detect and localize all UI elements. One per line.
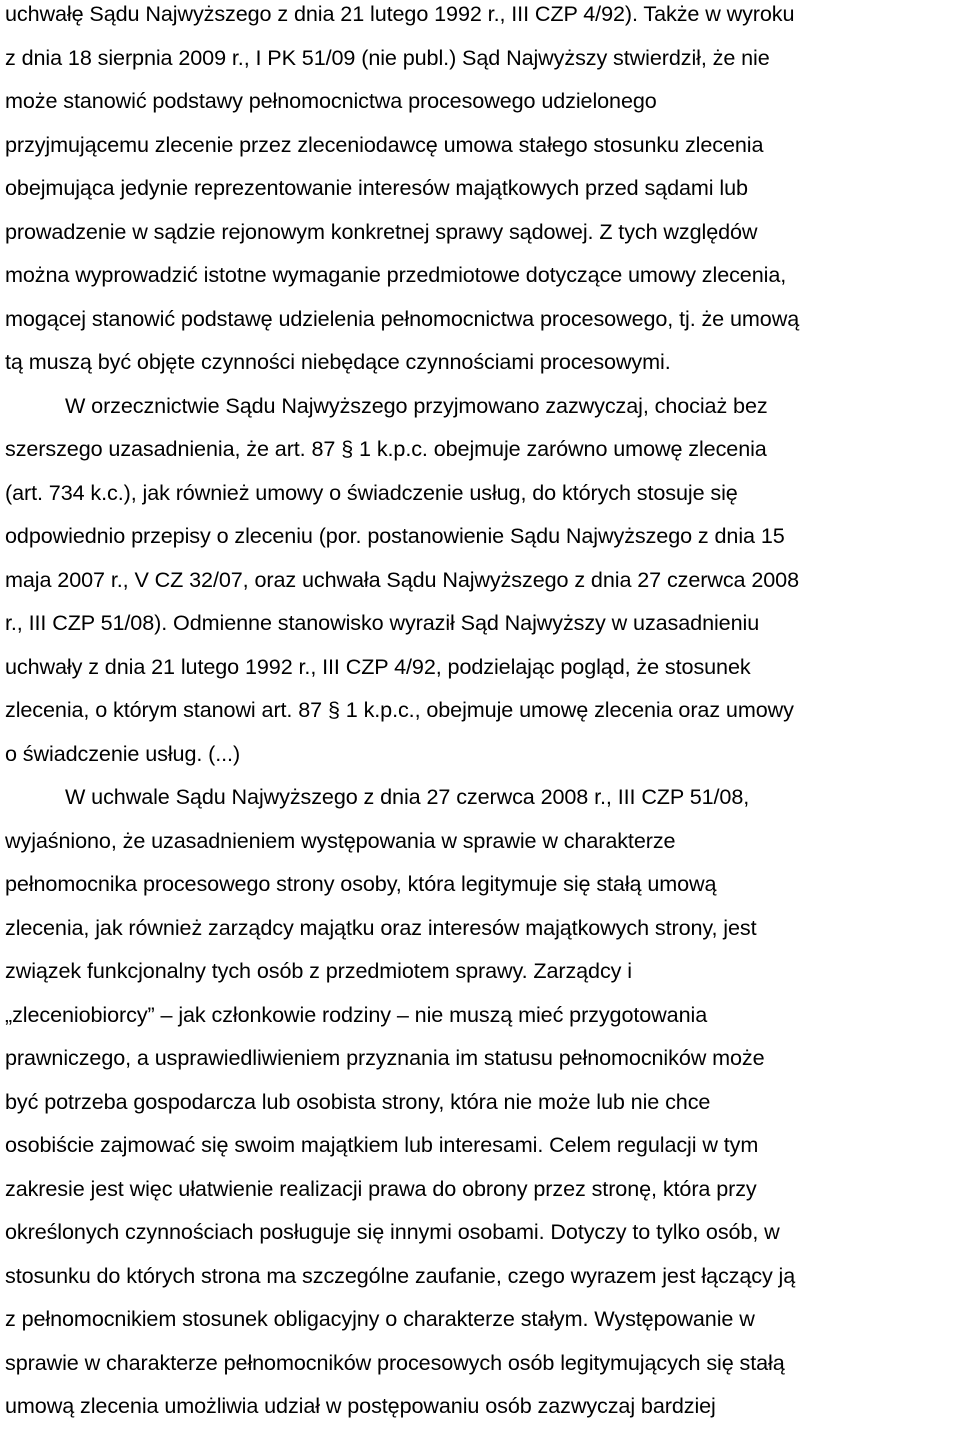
text-line: maja 2007 r., V CZ 32/07, oraz uchwała Sądu Najwyższego z dnia 27 czerwca 2008 (5, 566, 800, 592)
text-line: obejmująca jedynie reprezentowanie interesów majątkowych przed sądami lub (5, 175, 748, 200)
text-line: zakresie jest więc ułatwienie realizacji prawa do obrony przez stronę, która przy (5, 1175, 757, 1201)
text-line: o świadczenie usług. (...) (5, 740, 241, 766)
text-line: zlecenia, o którym stanowi art. 87 § 1 k.p.c., obejmuje umowę zlecenia oraz umowy (5, 697, 794, 722)
text-line: umową zlecenia umożliwia udział w postępowaniu osób zazwyczaj bardziej (5, 1393, 716, 1418)
text-line: z dnia 18 sierpnia 2009 r., I PK 51/09 (nie publ.) Sąd Najwyższy stwierdził, że nie (5, 44, 770, 70)
text-line: przyjmującemu zlecenie przez zleceniodawcę umowa stałego stosunku zlecenia (5, 131, 764, 157)
text-line: być potrzeba gospodarcza lub osobista strony, która nie może lub nie chce (5, 1088, 711, 1114)
paragraph-first-line: W uchwale Sądu Najwyższego z dnia 27 czerwca 2008 r., III CZP 51/08, (65, 784, 750, 809)
text-line: prawniczego, a usprawiedliwieniem przyznania im statusu pełnomocników może (5, 1045, 765, 1070)
text-line: uchwały z dnia 21 lutego 1992 r., III CZP 4/92, podzielając pogląd, że stosunek (5, 653, 751, 679)
text-line: wyjaśniono, że uzasadnieniem występowania w sprawie w charakterze (5, 827, 676, 853)
text-line: prowadzenie w sądzie rejonowym konkretnej sprawy sądowej. Z tych względów (5, 218, 758, 244)
text-line: może stanowić podstawy pełnomocnictwa procesowego udzielonego (5, 88, 657, 113)
text-line: „zleceniobiorcy” – jak członkowie rodziny – nie muszą mieć przygotowania (5, 1001, 708, 1027)
text-line: uchwałę Sądu Najwyższego z dnia 21 lutego 1992 r., III CZP 4/92). Także w wyroku (5, 1, 795, 26)
text-line: osobiście zajmować się swoim majątkiem lub interesami. Celem regulacji w tym (5, 1132, 759, 1157)
text-line: odpowiednio przepisy o zleceniu (por. postanowienie Sądu Najwyższego z dnia 15 (5, 523, 785, 548)
text-line: związek funkcjonalny tych osób z przedmiotem sprawy. Zarządcy i (5, 958, 632, 983)
text-line: szerszego uzasadnienia, że art. 87 § 1 k.p.c. obejmuje zarówno umowę zlecenia (5, 436, 767, 461)
text-line: pełnomocnika procesowego strony osoby, która legitymuje się stałą umową (5, 871, 717, 896)
text-line: zlecenia, jak również zarządcy majątku oraz interesów majątkowych strony, jest (5, 914, 757, 940)
text-line: stosunku do których strona ma szczególne zaufanie, czego wyrazem jest łączący ją (5, 1262, 796, 1288)
text-line: r., III CZP 51/08). Odmienne stanowisko wyraził Sąd Najwyższy w uzasadnieniu (5, 610, 760, 635)
text-line: z pełnomocnikiem stosunek obligacyjny o charakterze stałym. Występowanie w (5, 1306, 755, 1331)
text-line: sprawie w charakterze pełnomocników procesowych osób legitymujących się stałą (5, 1349, 785, 1375)
text-line: mogącej stanowić podstawę udzielenia pełnomocnictwa procesowego, tj. że umową (5, 305, 800, 331)
text-line: określonych czynnościach posługuje się innymi osobami. Dotyczy to tylko osób, w (5, 1219, 780, 1244)
text-line: tą muszą być objęte czynności niebędące czynnościami procesowymi. (5, 349, 671, 374)
paragraph-first-line: W orzecznictwie Sądu Najwyższego przyjmowano zazwyczaj, chociaż bez (65, 392, 768, 418)
text-line: (art. 734 k.c.), jak również umowy o świadczenie usług, do których stosuje się (5, 479, 738, 505)
text-line: można wyprowadzić istotne wymaganie przedmiotowe dotyczące umowy zlecenia, (5, 262, 787, 287)
